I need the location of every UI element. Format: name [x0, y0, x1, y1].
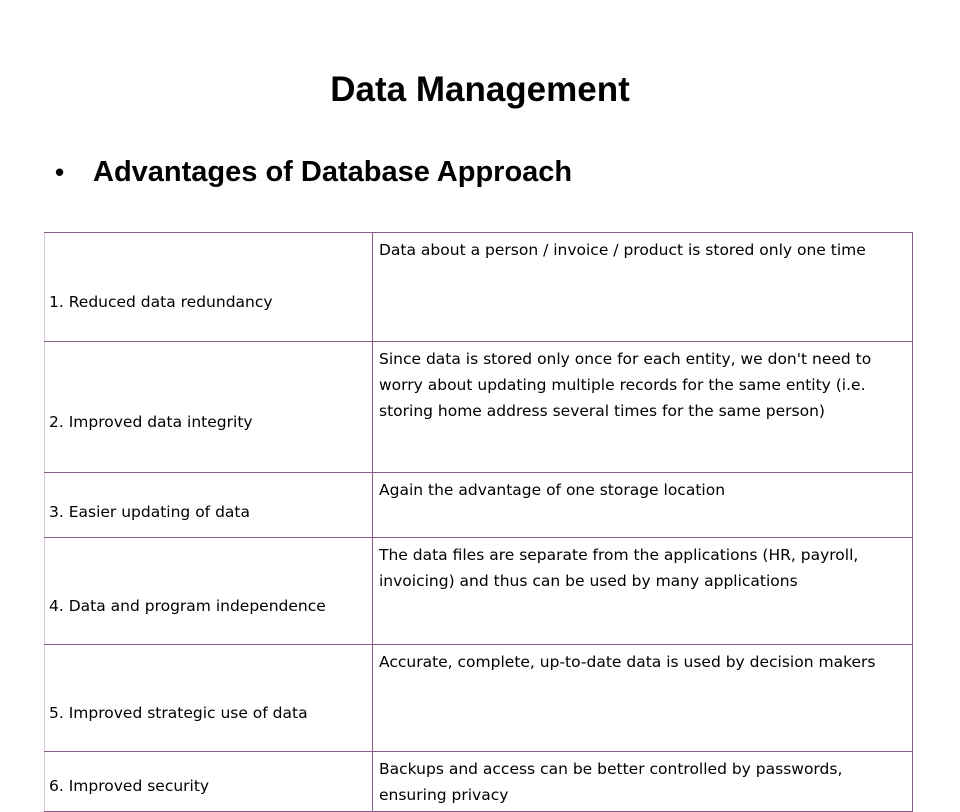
- bullet-text: Advantages of Database Approach: [93, 155, 573, 188]
- description-cell: The data files are separate from the applications (HR, payroll, invoicing) and thus can be used by many applications: [373, 538, 913, 645]
- description-cell: Backups and access can be better controlled by passwords, ensuring privacy: [373, 752, 913, 812]
- advantage-cell: 5. Improved strategic use of data: [45, 645, 373, 752]
- description-cell: Accurate, complete, up-to-date data is used by decision makers: [373, 645, 913, 752]
- description-cell: Again the advantage of one storage location: [373, 473, 913, 538]
- description-cell: Since data is stored only once for each entity, we don't need to worry about updating multiple records for the same entity (i.e. storing home address several times for the same person): [373, 342, 913, 473]
- advantage-cell: 2. Improved data integrity: [45, 342, 373, 473]
- table-row: [45, 645, 913, 752]
- bullet-icon: •: [55, 157, 65, 187]
- table-row: [45, 752, 913, 812]
- bullet-item: [55, 150, 572, 194]
- slide-title: Data Management: [330, 70, 630, 109]
- advantage-cell: 3. Easier updating of data: [45, 473, 373, 538]
- advantage-cell: 4. Data and program independence: [45, 538, 373, 645]
- table-row: [45, 342, 913, 473]
- advantage-cell: 1. Reduced data redundancy: [45, 233, 373, 342]
- advantages-table: [44, 232, 913, 812]
- table-row: [45, 233, 913, 342]
- advantage-cell: 6. Improved security: [45, 752, 373, 812]
- table-row: [45, 473, 913, 538]
- table-row: [45, 538, 913, 645]
- description-cell: Data about a person / invoice / product is stored only one time: [373, 233, 913, 342]
